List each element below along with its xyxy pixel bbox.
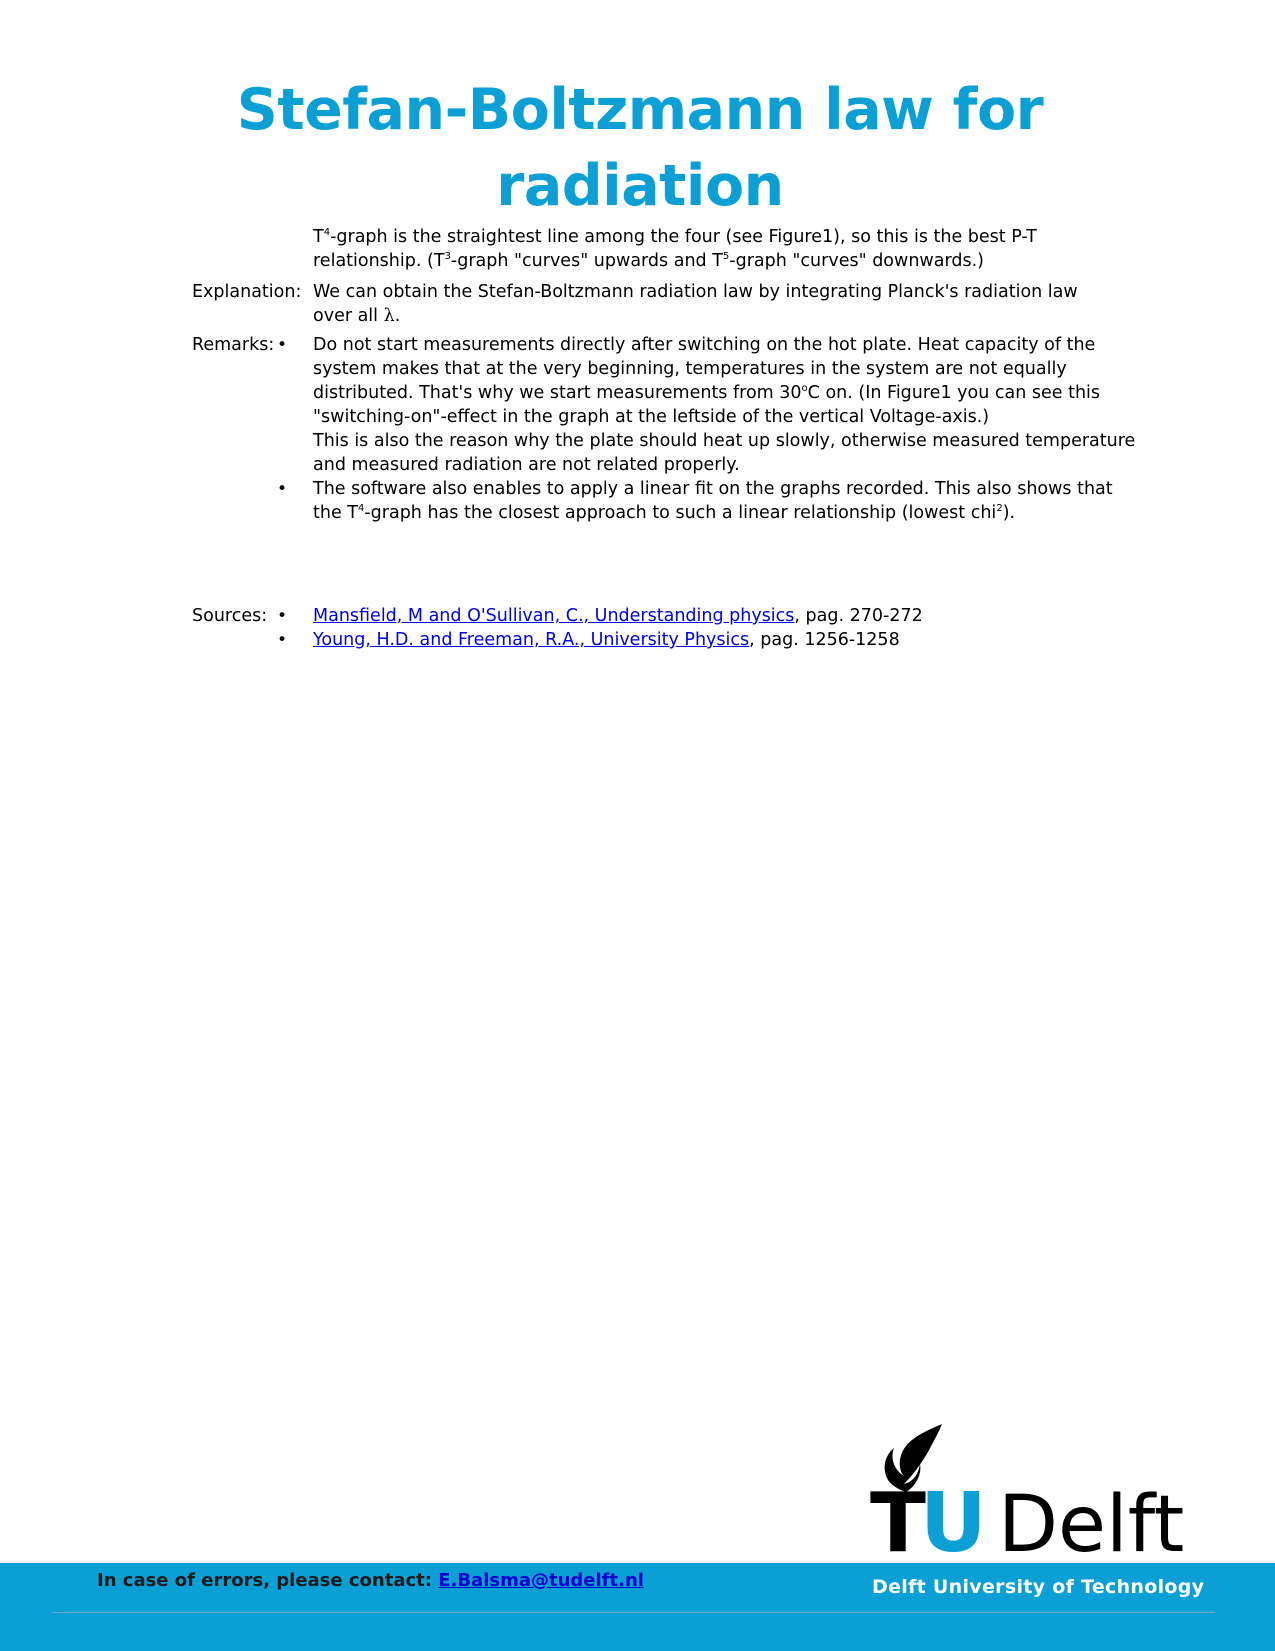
footer-divider — [52, 1612, 1215, 1613]
source-link-young[interactable]: Young, H.D. and Freeman, R.A., University Physics — [313, 630, 750, 650]
source-link-mansfield[interactable]: Mansfield, M and O'Sullivan, C., Understanding physics — [313, 606, 795, 626]
list-item: • Do not start measurements directly after switching on the hot plate. Heat capacity of the system makes that at the very beginning, temperatures in the system are not equally distributed. That's why we start measurements from 30$^o$C on. (In Figure1 you can see this "switching-on"-effect in the graph at the leftside of the vertical Voltage-axis.) This is also the reason why the plate should heat up slowly, otherwise measured temperature and measured radiation are not related properly. — [277, 335, 1136, 475]
explanation-label: Explanation: — [192, 282, 302, 302]
university-name: Delft University of Technology — [872, 1576, 1205, 1598]
contact-email-link[interactable]: E.Balsma@tudelft.nl — [438, 1570, 644, 1591]
list-item: • Mansfield, M and O'Sullivan, C., Understanding physics, pag. 270-272 — [277, 606, 923, 626]
bullet-icon: • — [277, 606, 288, 626]
page-title: Stefan-Boltzmann law for radiation — [236, 77, 1044, 219]
bullet-icon: • — [277, 335, 288, 355]
list-item: • Young, H.D. and Freeman, R.A., University Physics, pag. 1256-1258 — [277, 630, 900, 650]
sources-label: Sources: — [192, 606, 268, 626]
bullet-icon: • — [277, 630, 288, 650]
remarks-label: Remarks: — [192, 335, 275, 355]
logo-tu-t: T — [870, 1476, 926, 1559]
list-item: • The software also enables to apply a linear fit on the graphs recorded. This also shows that the $T^4$-graph has the closest approach to such a linear relationship (lowest chi$^2$). — [277, 479, 1113, 523]
tudelft-logo — [870, 1424, 1190, 1559]
contact-line: In case of errors, please contact: E.Balsma@tudelft.nl — [97, 1570, 644, 1591]
logo-delft: Delft — [998, 1480, 1185, 1559]
explanation-text: We can obtain the Stefan-Boltzmann radiation law by integrating Planck's radiation law over all λ. — [313, 282, 1078, 326]
bullet-icon: • — [277, 479, 288, 499]
logo-tu-u: U — [920, 1476, 987, 1559]
